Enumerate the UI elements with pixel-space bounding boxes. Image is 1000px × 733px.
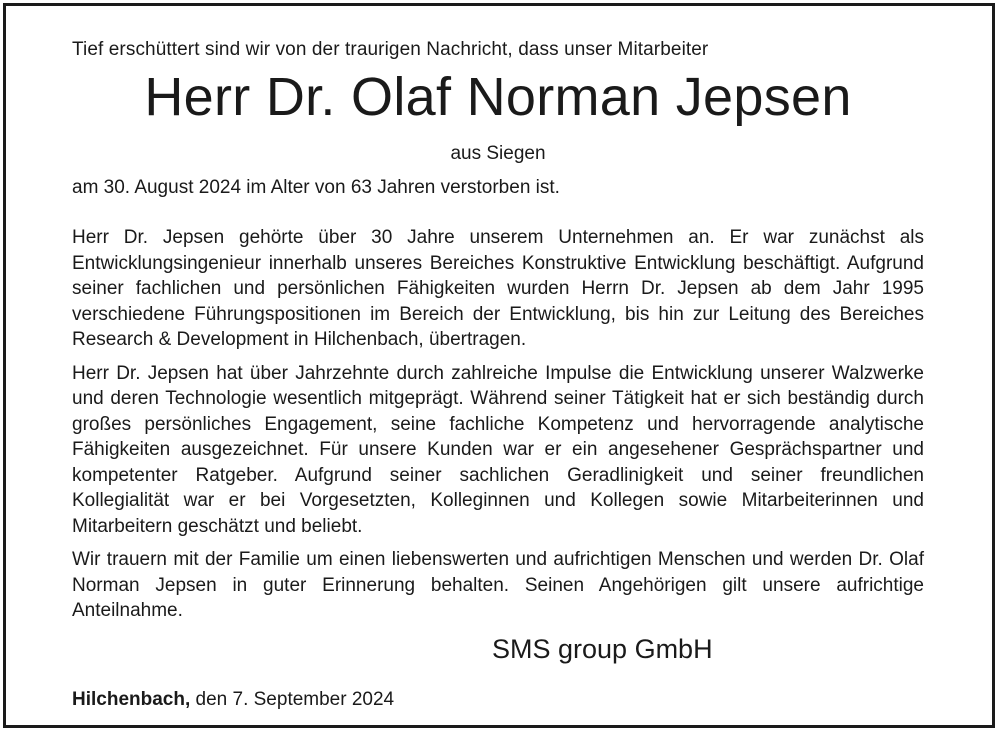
place-and-date — [72, 688, 924, 712]
origin-text: aus Siegen — [450, 143, 546, 164]
intro-text: Tief erschüttert sind wir von der traurigen Nachricht, dass unser Mitarbeiter — [72, 39, 709, 60]
date: den 7. September 2024 — [195, 688, 395, 710]
paragraph-achievements: Herr Dr. Jepsen hat über Jahrzehnte durch zahlreiche Impulse die Entwicklung unserer Walzwerke und deren Technologie wesentlich mitgeprägt. Während seiner Tätigkeit hat er sich beständig durch großes persönliches Engagement, seine fachliche Kompetenz und hervorragende analytische Fähigkeiten ausgezeichnet. Für unsere Kunden war er ein angesehener Gesprächspartner und kompetenter Ratgeber. Aufgrund seiner sachlichen Geradlinigkeit und seiner freundlichen Kollegialität war er bei Vorgesetzten, Kolleginnen und Kollegen sowie Mitarbeiterinnen und Mitarbeitern geschätzt und beliebt. — [72, 362, 924, 537]
place: Hilchenbach, — [72, 688, 191, 710]
deceased-name: Herr Dr. Olaf Norman Jepsen — [144, 67, 852, 127]
paragraph-career: Herr Dr. Jepsen gehörte über 30 Jahre unserem Unternehmen an. Er war zunächst als Entwicklungsingenieur innerhalb unseres Bereiches Konstruktive Entwicklung beschäftigt. Aufgrund seiner fachlichen und persönlichen Fähigkeiten wurden Herrn Dr. Jepsen ab dem Jahr 1995 verschiedene Führungspositionen im Bereich der Entwicklung, bis hin zur Leitung des Bereiches Research & Development in Hilchenbach, übertragen. — [72, 227, 924, 350]
paragraph-condolence: Wir trauern mit der Familie um einen liebenswerten und aufrichtigen Menschen und werden Dr. Olaf Norman Jepsen in guter Erinnerung behalten. Seinen Angehörigen gilt unsere aufrichtige Anteilnahme. — [72, 549, 924, 621]
obituary-notice — [72, 38, 924, 712]
death-notice: am 30. August 2024 im Alter von 63 Jahren verstorben ist. — [72, 177, 560, 198]
company-signature: SMS group GmbH — [492, 633, 713, 664]
